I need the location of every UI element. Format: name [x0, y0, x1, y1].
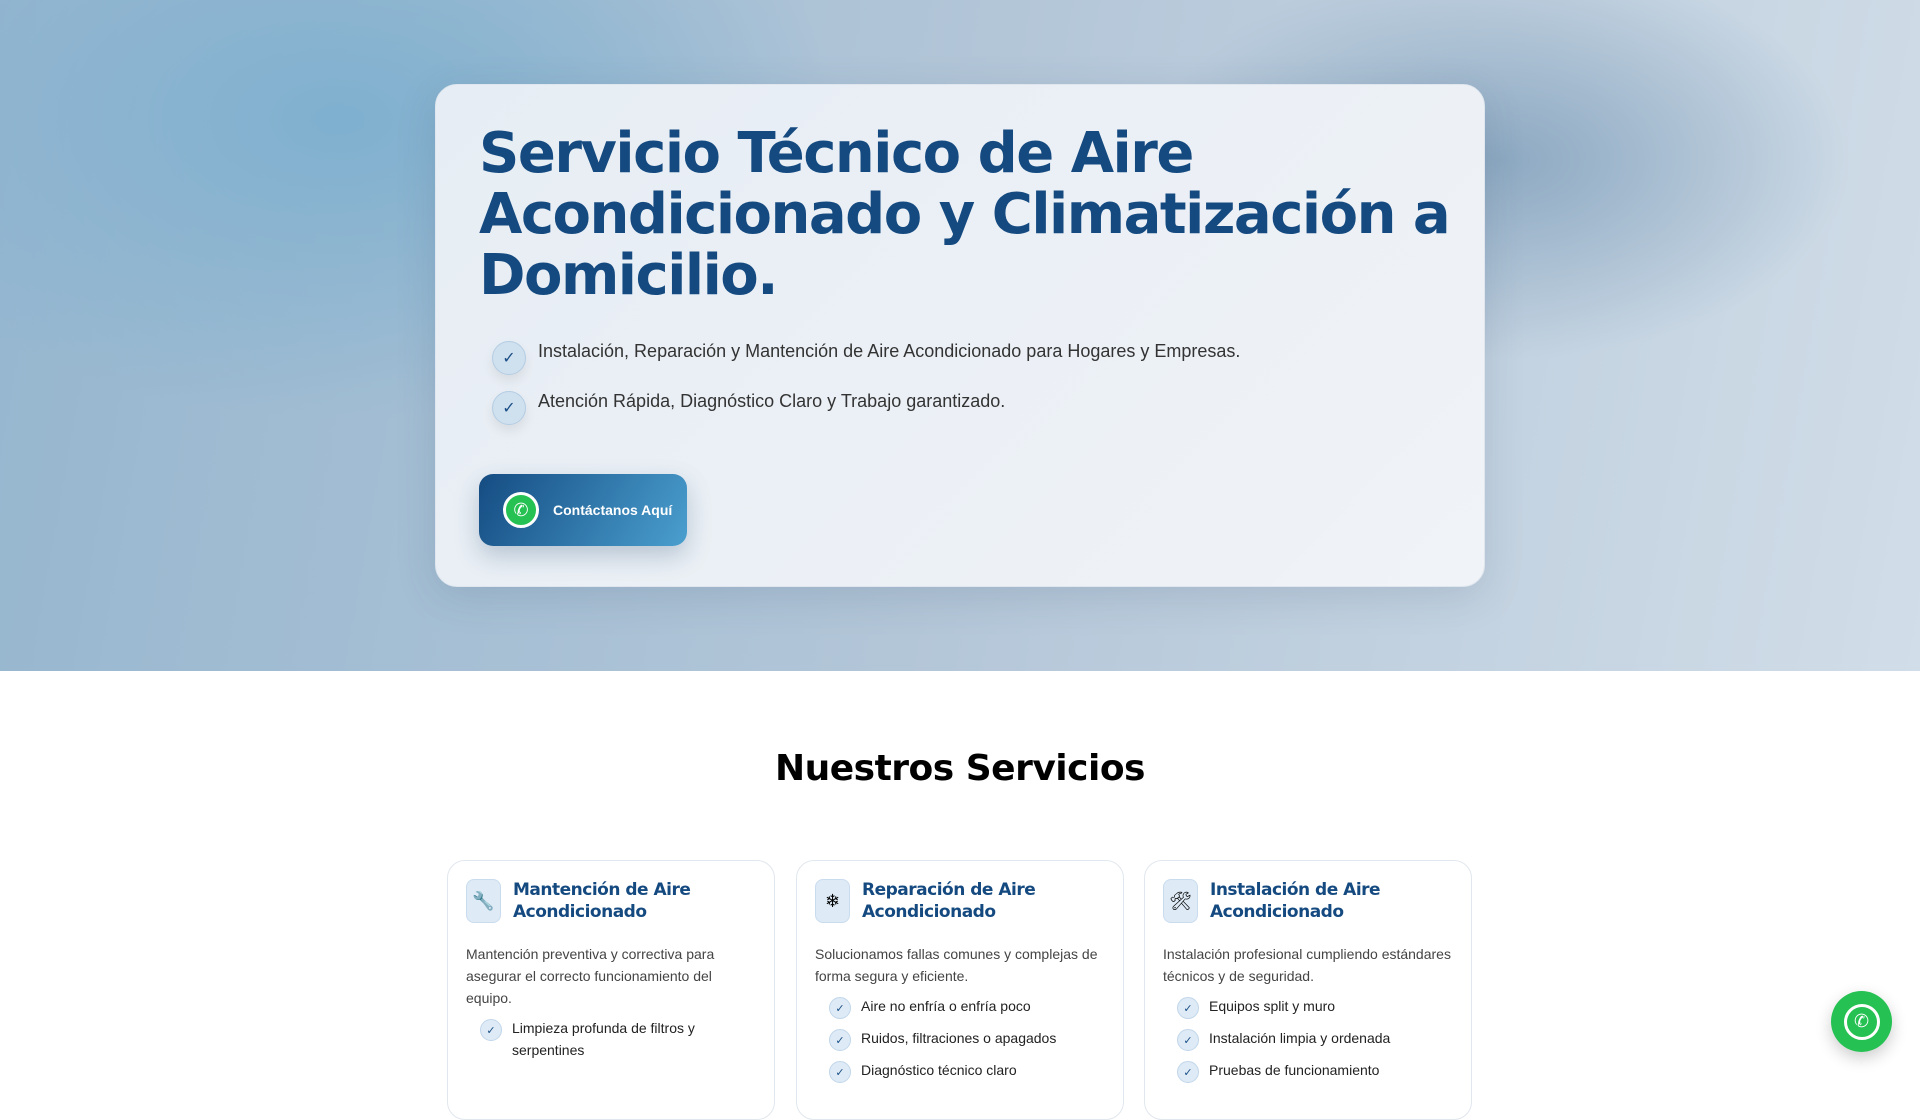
list-item — [815, 1027, 1105, 1051]
hero-card — [435, 84, 1485, 587]
check-icon: ✓ — [480, 1019, 502, 1041]
hero-bullet-text: Atención Rápida, Diagnóstico Claro y Trabajo garantizado. — [538, 391, 1006, 411]
service-title: Instalación de Aire Acondicionado — [1210, 880, 1381, 922]
list-item-text: Equipos split y muro — [1209, 998, 1336, 1014]
hero-title: Servicio Técnico de Aire Acondicionado y Climatización a Domicilio. — [479, 121, 1450, 308]
list-item-text: Instalación limpia y ordenada — [1209, 1030, 1391, 1046]
check-icon: ✓ — [829, 1061, 851, 1083]
service-title: Reparación de Aire Acondicionado — [862, 880, 1036, 922]
list-item — [815, 1059, 1105, 1083]
services-heading: Nuestros Servicios — [774, 748, 1145, 789]
list-item — [1163, 995, 1453, 1019]
whatsapp-icon: ✆ — [1844, 1004, 1880, 1040]
list-item — [815, 995, 1105, 1019]
service-title: Mantención de Aire Acondicionado — [513, 880, 691, 922]
check-icon: ✓ — [492, 391, 526, 425]
service-card-instalacion — [1144, 860, 1472, 1120]
list-item-text: Ruidos, filtraciones o apagados — [861, 1030, 1057, 1046]
check-icon: ✓ — [829, 1029, 851, 1051]
hero-bullet — [492, 391, 1005, 425]
snowflake-icon: ❄ — [815, 879, 850, 923]
check-icon: ✓ — [1177, 1029, 1199, 1051]
list-item-text: Limpieza profunda de filtros y serpentines — [512, 1020, 695, 1058]
contact-whatsapp-button[interactable] — [479, 474, 687, 546]
check-icon: ✓ — [492, 341, 526, 375]
check-icon: ✓ — [1177, 997, 1199, 1019]
check-icon: ✓ — [829, 997, 851, 1019]
tools-icon: 🛠 — [1163, 879, 1198, 923]
contact-button-label: Contáctanos Aquí — [553, 502, 673, 518]
whatsapp-icon: ✆ — [503, 492, 539, 528]
list-item-text: Pruebas de funcionamiento — [1209, 1062, 1380, 1078]
service-description: Solucionamos fallas comunes y complejas de forma segura y eficiente. — [815, 946, 1098, 984]
hero-bullet — [492, 341, 1240, 375]
list-item — [466, 1017, 756, 1061]
list-item — [1163, 1027, 1453, 1051]
list-item-text: Aire no enfría o enfría poco — [861, 998, 1031, 1014]
floating-whatsapp-button[interactable] — [1831, 991, 1892, 1052]
list-item — [1163, 1059, 1453, 1083]
list-item-text: Diagnóstico técnico claro — [861, 1062, 1017, 1078]
service-card-reparacion — [796, 860, 1124, 1120]
hero-bullet-text: Instalación, Reparación y Mantención de Aire Acondicionado para Hogares y Empresas. — [538, 341, 1241, 361]
service-card-mantencion — [447, 860, 775, 1120]
wrench-icon: 🔧 — [466, 879, 501, 923]
check-icon: ✓ — [1177, 1061, 1199, 1083]
service-description: Instalación profesional cumpliendo estándares técnicos y de seguridad. — [1163, 946, 1451, 984]
service-description: Mantención preventiva y correctiva para asegurar el correcto funcionamiento del equipo. — [466, 946, 715, 1006]
